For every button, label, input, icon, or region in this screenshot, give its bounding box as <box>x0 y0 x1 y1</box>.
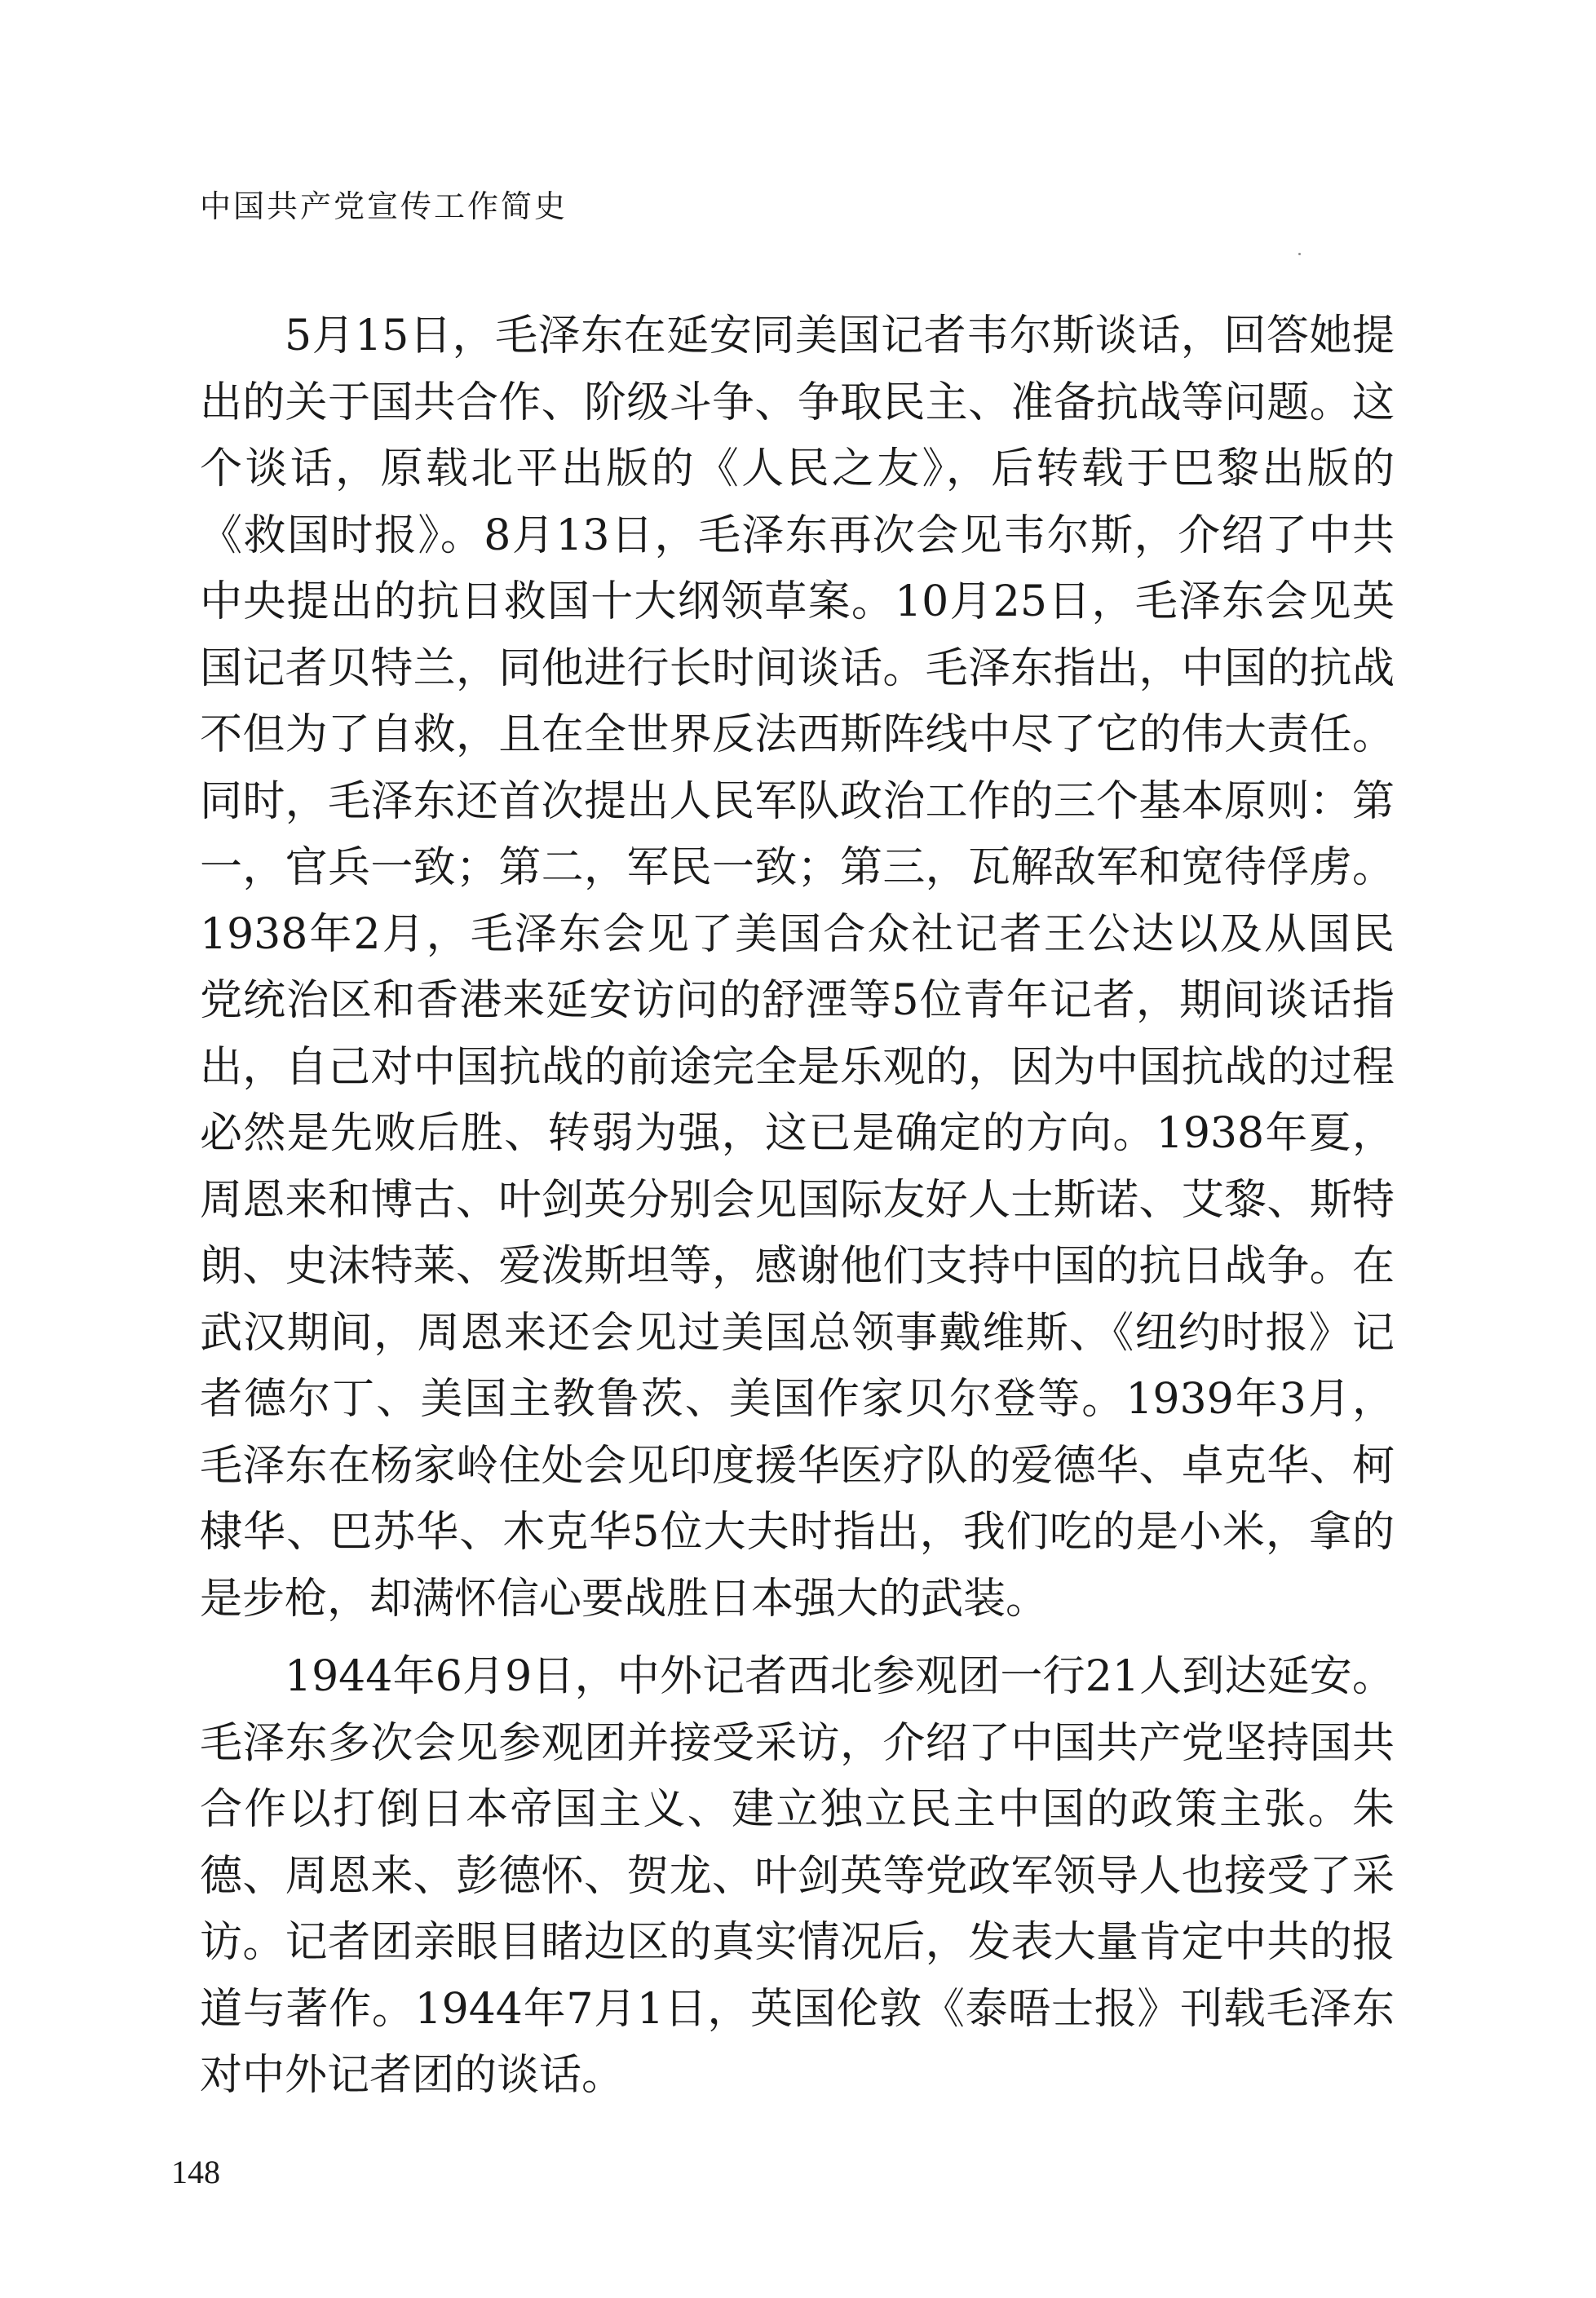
body-text <box>200 303 1395 2110</box>
running-header-title: 中国共产党宣传工作简史 <box>200 188 568 224</box>
paragraph-1: 5月15日，毛泽东在延安同美国记者韦尔斯谈话，回答她提出的关于国共合作、阶级斗争、争取民主、准备抗战等问题。这个谈话，原载北平出版的《人民之友》，后转载于巴黎出版的《救国时报》。8月13日，毛泽东再次会见韦尔斯，介绍了中共中央提出的抗日救国十大纲领草案。10月25日，毛泽东会见英国记者贝特兰，同他进行长时间谈话。毛泽东指出，中国的抗战不但为了自救，且在全世界反法西斯阵线中尽了它的伟大责任。同时，毛泽东还首次提出人民军队政治工作的三个基本原则：第一，官兵一致；第二，军民一致；第三，瓦解敌军和宽待俘虏。1938年2月，毛泽东会见了美国合众社记者王公达以及从国民党统治区和香港来延安访问的舒湮等5位青年记者，期间谈话指出，自己对中国抗战的前途完全是乐观的，因为中国抗战的过程必然是先败后胜、转弱为强，这已是确定的方向。1938年夏，周恩来和博古、叶剑英分别会见国际友好人士斯诺、艾黎、斯特朗、史沫特莱、爱泼斯坦等，感谢他们支持中国的抗日战争。在武汉期间，周恩来还会见过美国总领事戴维斯、《纽约时报》记者德尔丁、美国主教鲁茨、美国作家贝尔登等。1939年3月，毛泽东在杨家岭住处会见印度援华医疗队的爱德华、卓克华、柯棣华、巴苏华、木克华5位大夫时指出，我们吃的是小米，拿的是步枪，却满怀信心要战胜日本强大的武装。 <box>200 312 1395 1624</box>
page-number: 148 <box>171 2154 220 2190</box>
paragraph-2: 1944年6月9日，中外记者西北参观团一行21人到达延安。毛泽东多次会见参观团并接受采访，介绍了中国共产党坚持国共合作以打倒日本帝国主义、建立独立民主中国的政策主张。朱德、周恩来、彭德怀、贺龙、叶剑英等党政军领导人也接受了采访。记者团亲眼目睹边区的真实情况后，发表大量肯定中共的报道与著作。1944年7月1日，英国伦敦《泰晤士报》刊载毛泽东对中外记者团的谈话。 <box>200 1652 1395 2100</box>
scan-speck <box>1298 253 1301 255</box>
